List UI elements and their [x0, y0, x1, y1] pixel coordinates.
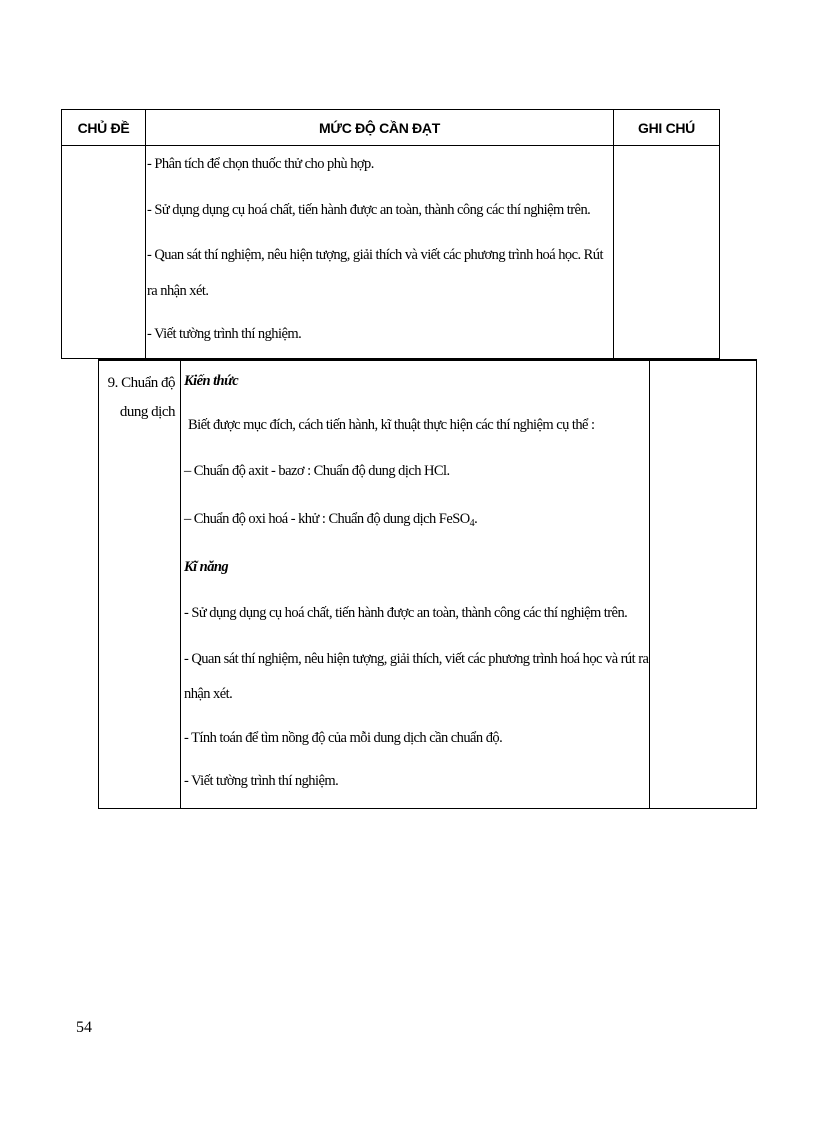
header-notes: GHI CHÚ: [637, 120, 695, 136]
column-divider: [613, 110, 614, 358]
text-line: - Tính toán để tìm nồng độ của mỗi dung dịch cần chuẩn độ.: [184, 730, 503, 746]
text-line: – Chuẩn độ oxi hoá - khử : Chuẩn độ dung dịch FeSO$_4$.: [184, 511, 478, 529]
column-divider: [649, 361, 650, 808]
subscript: 4: [469, 518, 475, 529]
text-line: nhận xét.: [184, 686, 233, 702]
header-topic: CHỦ ĐỀ: [77, 120, 130, 136]
topic-cell: [103, 369, 175, 427]
text-line: - Quan sát thí nghiệm, nêu hiện tượng, giải thích và viết các phương trình hoá học. Rút: [147, 247, 603, 263]
knowledge-heading: Kiến thức: [184, 373, 239, 389]
column-divider: [180, 361, 181, 808]
text-line: - Sử dụng dụng cụ hoá chất, tiến hành được an toàn, thành công các thí nghiệm trên.: [184, 605, 628, 621]
text-line: - Viết tường trình thí nghiệm.: [147, 326, 302, 342]
text-line: Biết được mục đích, cách tiến hành, kĩ thuật thực hiện các thí nghiệm cụ thể :: [188, 417, 595, 433]
text-line: - Quan sát thí nghiệm, nêu hiện tượng, giải thích, viết các phương trình hoá học và rút ra: [184, 651, 649, 667]
topic-line: 9. Chuẩn độ: [107, 375, 175, 391]
requirements-table-bottom: [98, 359, 757, 809]
page-number: 54: [76, 1019, 92, 1036]
topic-line: dung dịch: [119, 404, 175, 420]
text-line: ra nhận xét.: [147, 283, 209, 299]
requirements-table-top: [61, 109, 720, 359]
header-level: MỨC ĐỘ CẦN ĐẠT: [319, 120, 440, 136]
text-line: - Sử dụng dụng cụ hoá chất, tiến hành được an toàn, thành công các thí nghiệm trên.: [147, 202, 591, 218]
skills-heading: Kĩ năng: [184, 559, 229, 575]
text-line: - Phân tích để chọn thuốc thử cho phù hợp.: [147, 156, 374, 172]
column-divider: [145, 110, 146, 358]
text-line: – Chuẩn độ axit - bazơ : Chuẩn độ dung dịch HCl.: [184, 463, 450, 479]
text-line: - Viết tường trình thí nghiệm.: [184, 773, 339, 789]
